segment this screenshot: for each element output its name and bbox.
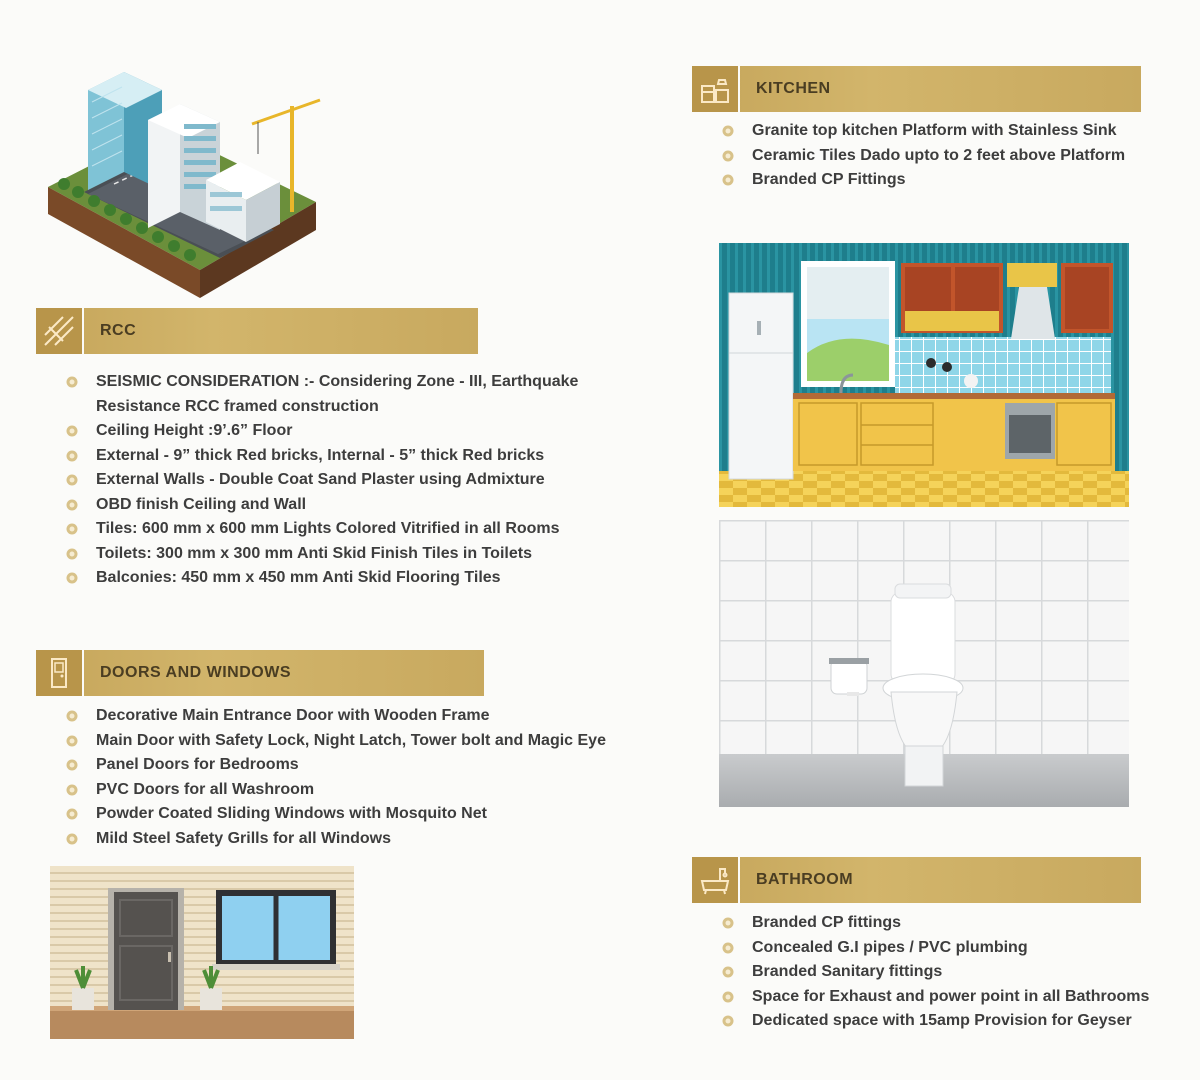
bathroom-header xyxy=(692,857,1141,903)
bullet-icon xyxy=(66,450,78,462)
bullet-icon xyxy=(722,942,734,954)
bullet-icon xyxy=(66,523,78,535)
kitchen-header xyxy=(692,66,1141,112)
list-item: Tiles: 600 mm x 600 mm Lights Colored Vitrified in all Rooms xyxy=(62,517,642,542)
list-item: External Walls - Double Coat Sand Plaster using Admixture xyxy=(62,468,642,493)
bullet-icon xyxy=(722,125,734,137)
list-item: Branded CP fittings xyxy=(718,911,1188,936)
list-item-continuation: Resistance RCC framed construction xyxy=(96,397,379,415)
rcc-title: RCC xyxy=(100,322,137,339)
list-item: Decorative Main Entrance Door with Wooden Frame xyxy=(62,704,662,729)
kitchen-photo xyxy=(719,243,1129,507)
trowel-icon xyxy=(36,308,84,354)
list-item: Space for Exhaust and power point in all Bathrooms xyxy=(718,985,1188,1010)
list-item: PVC Doors for all Washroom xyxy=(62,778,662,803)
list-item: Branded Sanitary fittings xyxy=(718,960,1188,985)
bullet-icon xyxy=(66,784,78,796)
list-item: OBD finish Ceiling and Wall xyxy=(62,493,642,518)
bathtub-icon xyxy=(692,857,740,903)
bullet-icon xyxy=(722,1015,734,1027)
construction-illustration xyxy=(44,52,324,302)
list-item: Panel Doors for Bedrooms xyxy=(62,753,662,778)
bullet-icon xyxy=(66,425,78,437)
bullet-icon xyxy=(66,808,78,820)
list-item: SEISMIC CONSIDERATION :- Considering Zone - III, Earthquake xyxy=(62,370,642,395)
list-item: Branded CP Fittings xyxy=(718,168,1188,193)
bullet-icon xyxy=(66,376,78,388)
bullet-icon xyxy=(722,174,734,186)
list-item: Ceiling Height :9’.6” Floor xyxy=(62,419,642,444)
bullet-icon xyxy=(722,966,734,978)
kitchen-icon xyxy=(692,66,740,112)
list-item: External - 9” thick Red bricks, Internal - 5” thick Red bricks xyxy=(62,444,642,469)
list-item: Toilets: 300 mm x 300 mm Anti Skid Finish Tiles in Toilets xyxy=(62,542,642,567)
doors-windows-header xyxy=(36,650,484,696)
bullet-icon xyxy=(66,572,78,584)
bathroom-list xyxy=(718,911,1188,1034)
bullet-icon xyxy=(66,548,78,560)
rcc-list xyxy=(62,370,642,591)
door-icon xyxy=(36,650,84,696)
bullet-icon xyxy=(722,917,734,929)
list-item: Granite top kitchen Platform with Stainless Sink xyxy=(718,119,1188,144)
list-item: Balconies: 450 mm x 450 mm Anti Skid Flooring Tiles xyxy=(62,566,642,591)
kitchen-title: KITCHEN xyxy=(756,80,831,97)
list-item: Ceramic Tiles Dado upto to 2 feet above Platform xyxy=(718,144,1188,169)
rcc-header xyxy=(36,308,478,354)
doors-windows-title: DOORS AND WINDOWS xyxy=(100,664,292,681)
bullet-icon xyxy=(66,833,78,845)
door-window-photo xyxy=(50,866,354,1039)
list-item: Concealed G.I pipes / PVC plumbing xyxy=(718,936,1188,961)
bullet-icon xyxy=(66,474,78,486)
bathroom-photo xyxy=(719,520,1129,807)
list-item: Main Door with Safety Lock, Night Latch, Tower bolt and Magic Eye xyxy=(62,729,662,754)
bullet-icon xyxy=(722,991,734,1003)
bullet-icon xyxy=(66,759,78,771)
list-item: Dedicated space with 15amp Provision for Geyser xyxy=(718,1009,1188,1034)
bullet-icon xyxy=(66,710,78,722)
bullet-icon xyxy=(66,499,78,511)
bullet-icon xyxy=(66,735,78,747)
bathroom-title: BATHROOM xyxy=(756,871,854,888)
doors-windows-list xyxy=(62,704,662,851)
bullet-icon xyxy=(722,150,734,162)
list-item: Powder Coated Sliding Windows with Mosquito Net xyxy=(62,802,662,827)
kitchen-list xyxy=(718,119,1188,193)
list-item: Mild Steel Safety Grills for all Windows xyxy=(62,827,662,852)
